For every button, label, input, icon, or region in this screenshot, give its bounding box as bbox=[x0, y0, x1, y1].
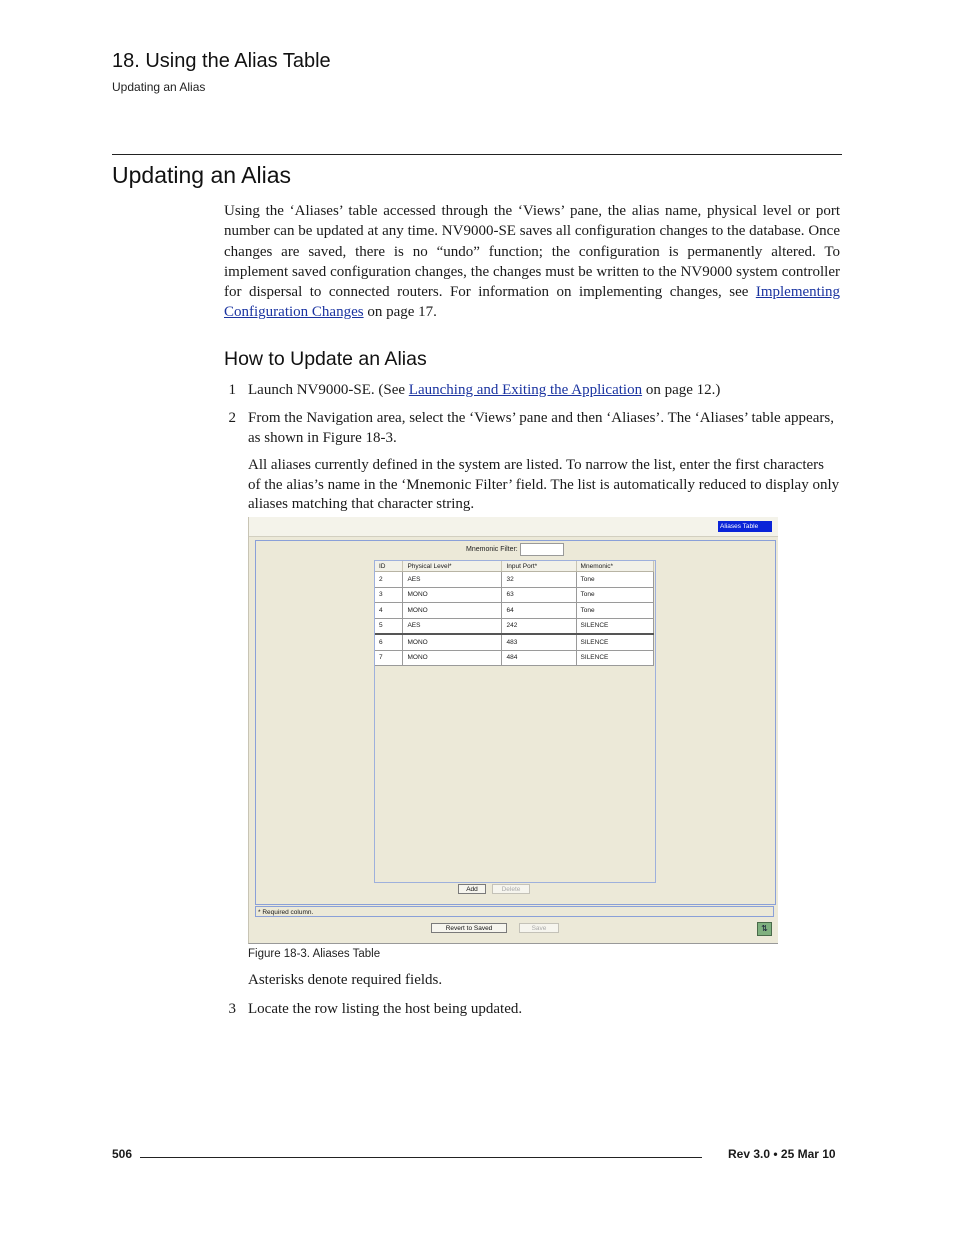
revision-label: Rev 3.0 • 25 Mar 10 bbox=[728, 1147, 836, 1161]
aliases-panel bbox=[255, 540, 776, 905]
revert-to-saved-button[interactable]: Revert to Saved bbox=[431, 923, 507, 933]
status-icon[interactable]: ⇅ bbox=[757, 922, 772, 936]
step-number: 2 bbox=[228, 410, 236, 426]
table-header-row bbox=[375, 561, 654, 572]
table-cell[interactable]: Tone bbox=[576, 572, 653, 588]
step-text: Launch NV9000-SE. (See Launching and Exiting the Application on page 12.) bbox=[248, 382, 721, 398]
step-2-note: All aliases currently defined in the system are listed. To narrow the list, enter the first characters of the alias’s name in the ‘Mnemonic Filter’ field. The list is automatically reduced to display only aliases matching that character string. bbox=[248, 457, 840, 512]
column-header[interactable]: Mnemonic* bbox=[576, 561, 653, 572]
howto-title: How to Update an Alias bbox=[224, 348, 427, 370]
table-cell[interactable]: 2 bbox=[375, 572, 403, 588]
table-cell[interactable]: AES bbox=[403, 618, 502, 634]
table-cell[interactable]: 64 bbox=[502, 603, 576, 619]
table-cell[interactable]: 6 bbox=[375, 634, 403, 650]
table-cell[interactable]: 5 bbox=[375, 618, 403, 634]
table-row[interactable] bbox=[375, 572, 654, 588]
section-title: Updating an Alias bbox=[112, 162, 292, 188]
asterisks-note: Asterisks denote required fields. bbox=[248, 972, 443, 988]
table-row[interactable] bbox=[375, 603, 654, 619]
footer-rule bbox=[140, 1157, 702, 1158]
column-header[interactable]: ID bbox=[375, 561, 403, 572]
mnemonic-filter-label: Mnemonic Filter: bbox=[466, 546, 518, 553]
page-number: 506 bbox=[112, 1147, 133, 1161]
column-header[interactable]: Physical Level* bbox=[403, 561, 502, 572]
table-row[interactable] bbox=[375, 634, 654, 650]
table-cell[interactable]: SILENCE bbox=[576, 650, 653, 666]
table-cell[interactable]: 3 bbox=[375, 587, 403, 603]
column-header[interactable]: Input Port* bbox=[502, 561, 576, 572]
figure-caption: Figure 18-3. Aliases Table bbox=[248, 948, 381, 960]
table-row[interactable] bbox=[375, 587, 654, 603]
table-cell[interactable]: AES bbox=[403, 572, 502, 588]
table-cell[interactable]: 4 bbox=[375, 603, 403, 619]
table-cell[interactable]: 63 bbox=[502, 587, 576, 603]
intro-paragraph: Using the ‘Aliases’ table accessed through the ‘Views’ pane, the alias name, physical level or port number can be updated at any time. NV9000-SE saves all configuration changes to the database. Once changes are saved, there is no “undo” function; the configuration is permanently altered. To implement saved configuration changes, the changes must be written to the NV9000 system controller for dispersal to connected routers. For information on implementing changes, see Implementing Configuration Changes on page 17. bbox=[224, 203, 840, 321]
table-cell[interactable]: MONO bbox=[403, 650, 502, 666]
step-number: 1 bbox=[228, 382, 236, 398]
table-cell[interactable]: 242 bbox=[502, 618, 576, 634]
aliases-table bbox=[374, 560, 656, 883]
table-cell[interactable]: MONO bbox=[403, 634, 502, 650]
table-cell[interactable]: 484 bbox=[502, 650, 576, 666]
window-top-strip bbox=[249, 517, 778, 537]
step-text: Locate the row listing the host being updated. bbox=[248, 1001, 523, 1017]
table-cell[interactable]: SILENCE bbox=[576, 618, 653, 634]
table-cell[interactable]: 32 bbox=[502, 572, 576, 588]
aliases-grid bbox=[375, 561, 654, 666]
aliases-table-tab[interactable]: Aliases Table bbox=[718, 521, 772, 532]
table-cell[interactable]: MONO bbox=[403, 603, 502, 619]
aliases-table-screenshot bbox=[248, 517, 778, 944]
table-cell[interactable]: MONO bbox=[403, 587, 502, 603]
delete-button[interactable]: Delete bbox=[492, 884, 530, 894]
table-row[interactable] bbox=[375, 618, 654, 634]
chapter-subtitle: Updating an Alias bbox=[112, 80, 206, 94]
link-implementing-changes[interactable]: Implementing Configuration Changes bbox=[224, 284, 840, 321]
table-cell[interactable]: Tone bbox=[576, 603, 653, 619]
link-launching-app[interactable]: Launching and Exiting the Application bbox=[408, 382, 643, 398]
step-text: From the Navigation area, select the ‘Views’ pane and then ‘Aliases’. The ‘Aliases’ table appears, as shown in Figure 18-3. bbox=[248, 410, 834, 446]
table-cell[interactable]: SILENCE bbox=[576, 634, 653, 650]
mnemonic-filter-input[interactable] bbox=[520, 543, 564, 556]
step-number: 3 bbox=[228, 1001, 236, 1017]
table-cell[interactable]: Tone bbox=[576, 587, 653, 603]
table-cell[interactable]: 7 bbox=[375, 650, 403, 666]
required-column-note: * Required column. bbox=[255, 906, 774, 917]
table-row[interactable] bbox=[375, 650, 654, 666]
header-rule bbox=[112, 154, 842, 155]
table-cell[interactable]: 483 bbox=[502, 634, 576, 650]
save-button[interactable]: Save bbox=[519, 923, 559, 933]
add-button[interactable]: Add bbox=[458, 884, 486, 894]
chapter-title: 18. Using the Alias Table bbox=[112, 50, 331, 72]
